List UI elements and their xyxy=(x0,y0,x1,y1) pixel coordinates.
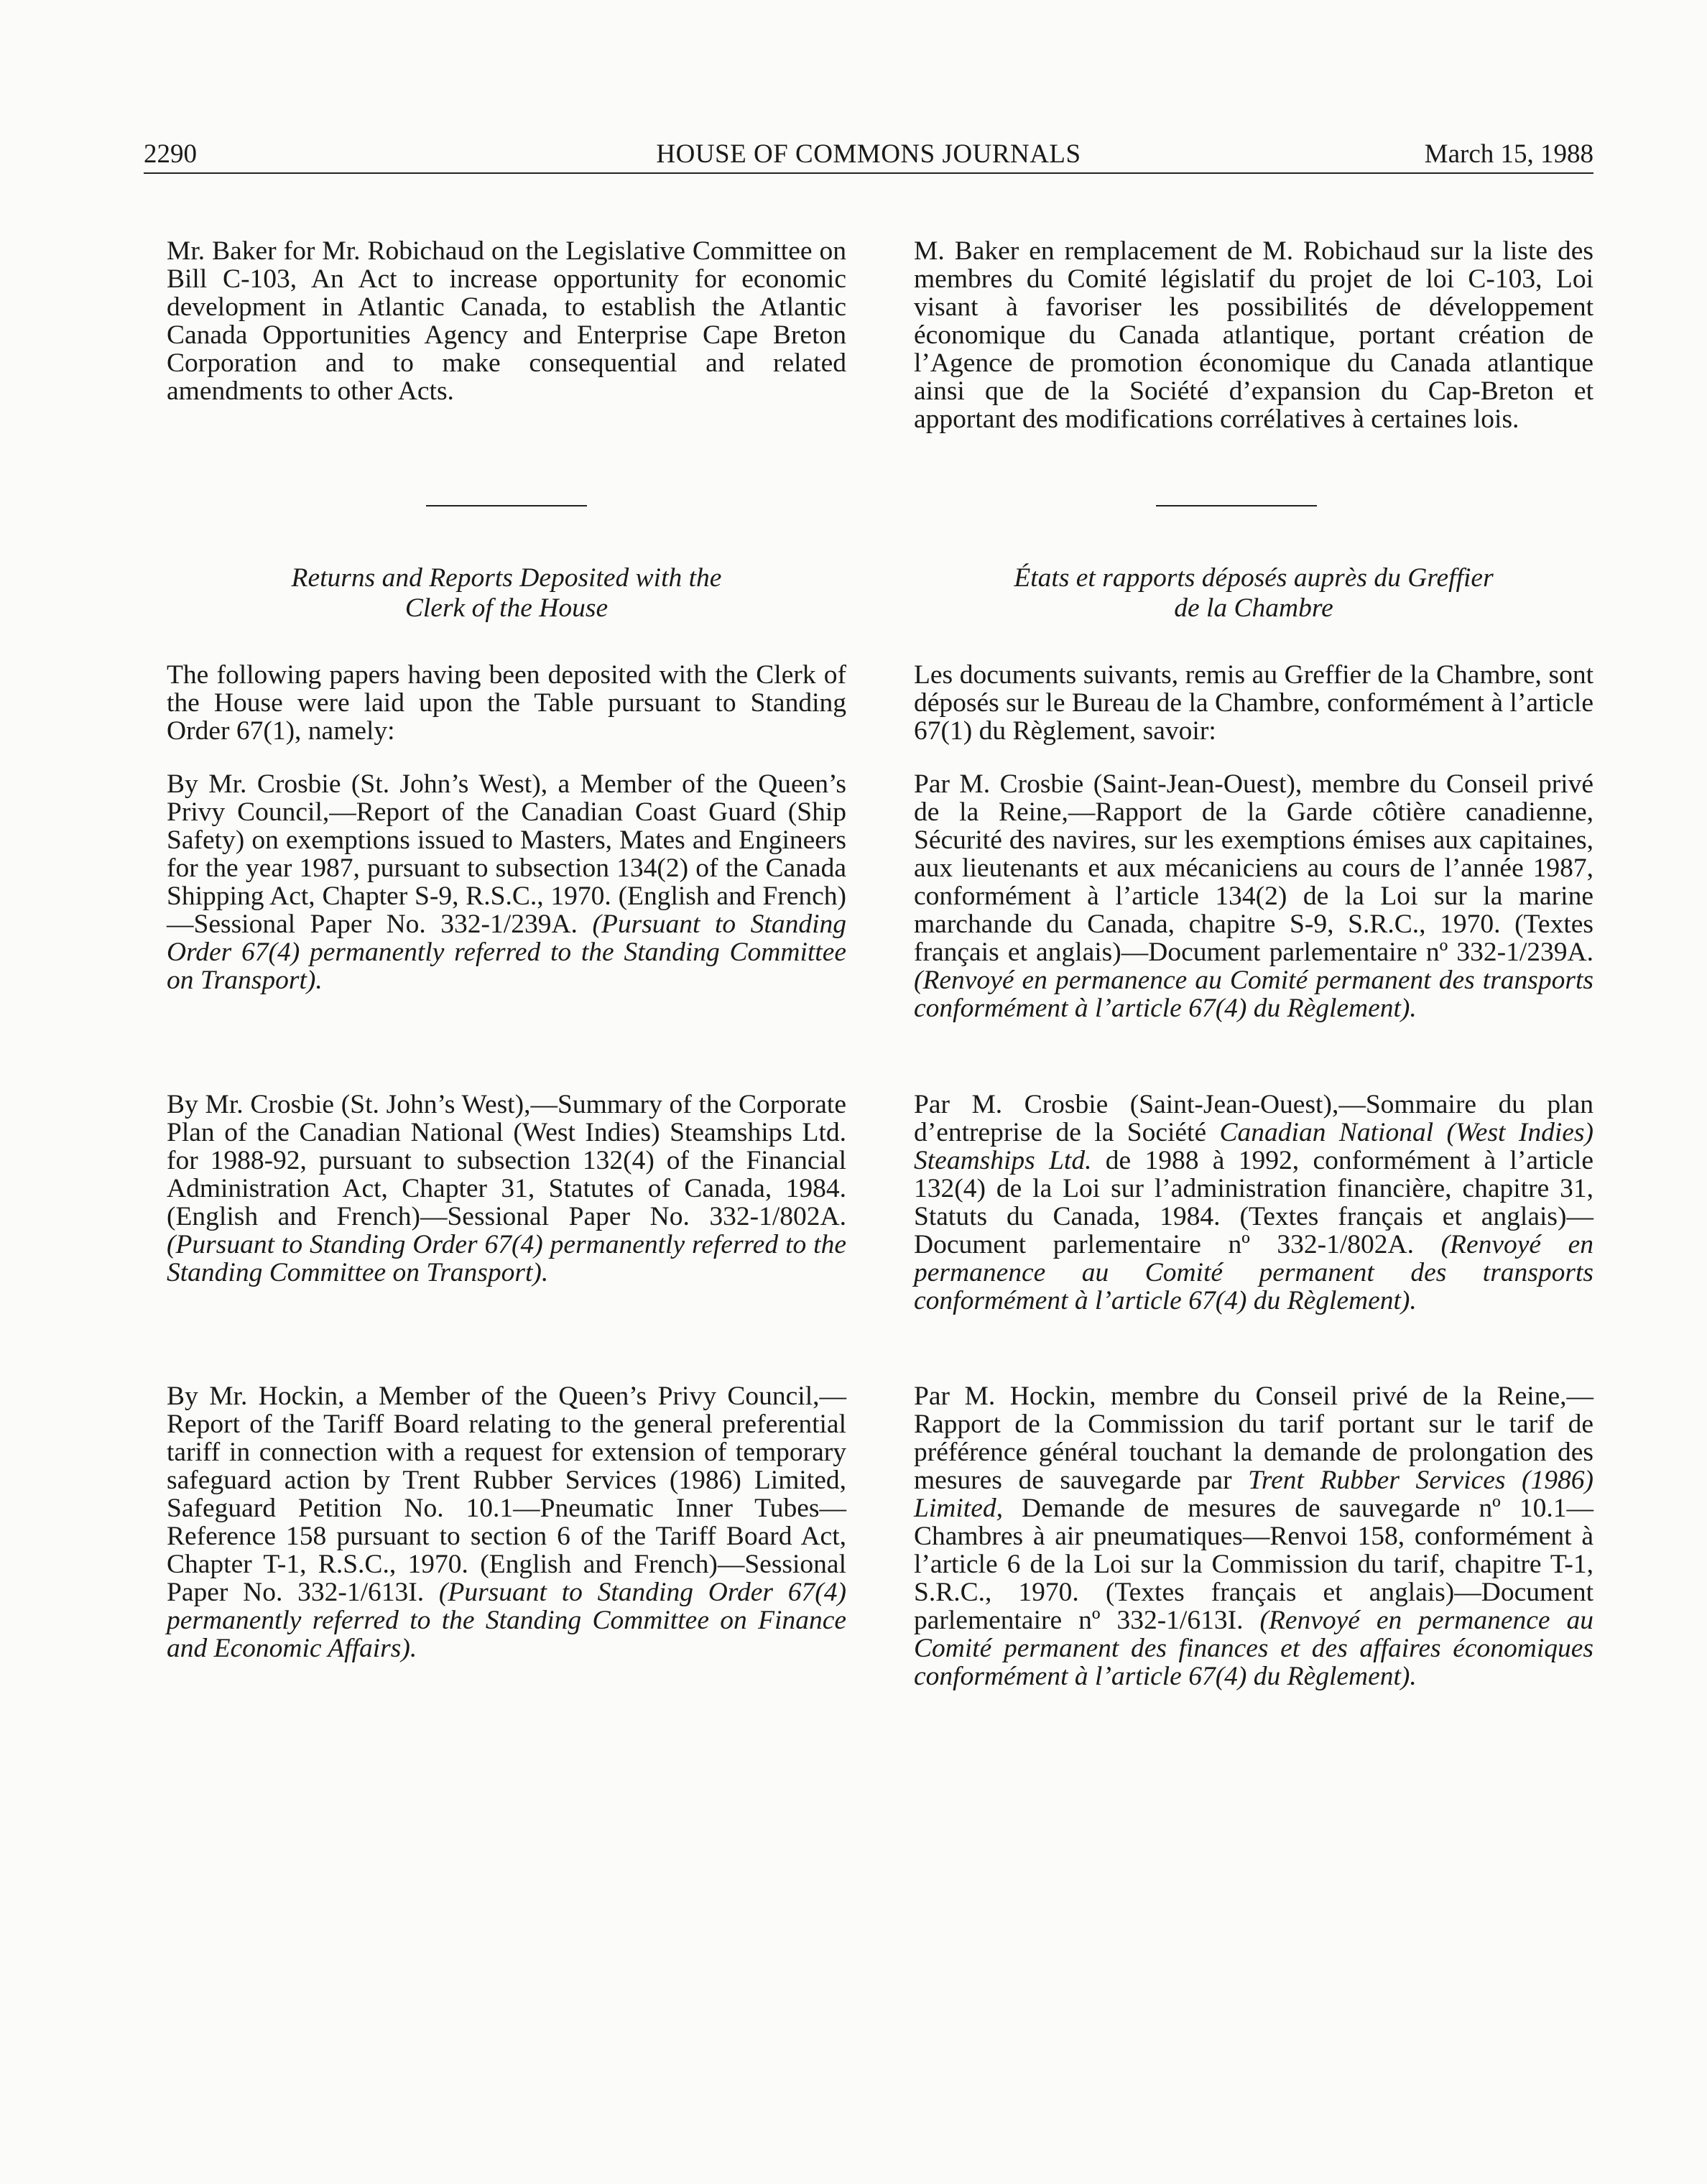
item3-company-fr: Trent Rubber Services (1986) Limited, xyxy=(914,1466,1593,1523)
item1-referral-en: (Pursuant to Standing Order 67(4) permanently referred to the Standing Committee on Transport). xyxy=(167,910,846,995)
item2-text-en: By Mr. Crosbie (St. John’s West),—Summary of the Corporate Plan of the Canadian National (West Indies) Steamships Ltd. for 1988-92, pursuant to subsection 132(4) of the Financial Administration Act, Chapter 31, Statutes of Canada, 1984. (English and French)—Sessional Paper No. 332-1/802A. xyxy=(167,1090,846,1231)
item1-text-en: By Mr. Crosbie (St. John’s West), a Member of the Queen’s Privy Council,—Report of the Canadian Coast Guard (Ship Safety) on exemptions issued to Masters, Mates and Engineers for the year 1987, pursuant to subsection 134(2) of the Canada Shipping Act, Chapter S-9, R.S.C., 1970. (English and French)—Sessional Paper No. 332-1/239A. xyxy=(167,769,846,939)
section-heading-fr xyxy=(914,563,1593,624)
section-divider-fr xyxy=(1156,505,1317,506)
committee-paragraph-fr xyxy=(914,237,1593,433)
intro-text-fr: Les documents suivants, remis au Greffier de la Chambre, sont déposés sur le Bureau de la Chambre, conformément à l’article 67(1) du Règlement, savoir: xyxy=(914,660,1593,746)
section-heading-fr-line1: États et rapports déposés auprès du Greffier xyxy=(1014,563,1494,593)
deposit-item-1-fr xyxy=(914,770,1593,1022)
item3-text-fr: Demande de mesures de sauvegarde nº 10.1—Chambres à air pneumatiques—Renvoi 158, conformément à l’article 6 de la Loi sur la Commission du tarif, chapitre T-1, S.R.C., 1970. (Textes français et anglais)—Document parlementaire nº 332-1/613I. xyxy=(914,1494,1593,1635)
item3-referral-en: (Pursuant to Standing Order 67(4) permanently referred to the Standing Committee on Finance and Economic Affairs). xyxy=(167,1578,846,1663)
intro-paragraph-en xyxy=(167,661,846,745)
deposit-item-2-en xyxy=(167,1091,846,1287)
item3-text-en: By Mr. Hockin, a Member of the Queen’s Privy Council,—Report of the Tariff Board relating to the general preferential tariff in connection with a request for extension of temporary safeguard action by Trent Rubber Services (1986) Limited, Safeguard Petition No. 10.1—Pneumatic Inner Tubes—Reference 158 pursuant to section 6 of the Tariff Board Act, Chapter T-1, R.S.C., 1970. (English and French)—Sessional Paper No. 332-1/613I. xyxy=(167,1382,846,1607)
header-date: March 15, 1988 xyxy=(1424,139,1593,169)
item3-pre-fr: Par M. Hockin, membre du Conseil privé de la Reine,—Rapport de la Commission du tarif portant sur le tarif de préférence général touchant la demande de prolongation des mesures de sauvegarde par xyxy=(914,1382,1593,1495)
header-rule xyxy=(144,172,1593,174)
section-heading-en-line2: Clerk of the House xyxy=(404,593,609,623)
committee-paragraph-en xyxy=(167,237,846,405)
item2-referral-fr: (Renvoyé en permanence au Comité permanent des transports conformément à l’article 67(4) du Règlement). xyxy=(914,1230,1593,1315)
section-heading-fr-line2: de la Chambre xyxy=(1174,593,1333,623)
section-heading-en-line1: Returns and Reports Deposited with the xyxy=(291,563,722,593)
journal-title: HOUSE OF COMMONS JOURNALS xyxy=(656,139,1081,169)
intro-text-en: The following papers having been deposited with the Clerk of the House were laid upon the Table pursuant to Standing Order 67(1), namely: xyxy=(167,660,846,746)
committee-text-fr: M. Baker en remplacement de M. Robichaud sur la liste des membres du Comité législatif du projet de loi C-103, Loi visant à favoriser les possibilités de développement économique du Canada atlantique, portant création de l’Agence de promotion économique du Canada atlantique ainsi que de la Société d’expansion du Cap-Breton et apportant des modifications corrélatives à certaines lois. xyxy=(914,236,1593,434)
intro-paragraph-fr xyxy=(914,661,1593,745)
item2-text-fr: de 1988 à 1992, conformément à l’article 132(4) de la Loi sur l’administration financière, chapitre 31, Statuts du Canada, 1984. (Textes français et anglais)—Document parlementaire nº 332-1/802A. xyxy=(914,1146,1593,1259)
page-header xyxy=(144,136,1593,172)
item2-referral-en: (Pursuant to Standing Order 67(4) permanently referred to the Standing Committee on Transport). xyxy=(167,1230,846,1287)
section-heading-en xyxy=(167,563,846,624)
item1-text-fr: Par M. Crosbie (Saint-Jean-Ouest), membre du Conseil privé de la Reine,—Rapport de la Garde côtière canadienne, Sécurité des navires, sur les exemptions émises aux capitaines, aux lieutenants et aux mécaniciens au cours de l’année 1987, conformément à l’article 134(2) de la Loi sur la marine marchande du Canada, chapitre S-9, S.R.C., 1970. (Textes français et anglais)—Document parlementaire nº 332-1/239A. xyxy=(914,769,1593,967)
committee-text-en: Mr. Baker for Mr. Robichaud on the Legislative Committee on Bill C-103, An Act to increase opportunity for economic development in Atlantic Canada, to establish the Atlantic Canada Opportunities Agency and Enterprise Cape Breton Corporation and to make consequential and related amendments to other Acts. xyxy=(167,236,846,406)
item3-referral-fr: (Renvoyé en permanence au Comité permanent des finances et des affaires économiques conformément à l’article 67(4) du Règlement). xyxy=(914,1606,1593,1691)
item2-company-fr: Canadian National (West Indies) Steamships Ltd. xyxy=(914,1118,1593,1175)
page-number: 2290 xyxy=(144,139,197,169)
deposit-item-3-fr xyxy=(914,1382,1593,1690)
section-divider-en xyxy=(426,505,587,506)
deposit-item-1-en xyxy=(167,770,846,994)
item1-referral-fr: (Renvoyé en permanence au Comité permanent des transports conformément à l’article 67(4) du Règlement). xyxy=(914,966,1593,1023)
item2-pre-fr: Par M. Crosbie (Saint-Jean-Ouest),—Sommaire du plan d’entreprise de la Société xyxy=(914,1090,1593,1147)
deposit-item-3-en xyxy=(167,1382,846,1662)
deposit-item-2-fr xyxy=(914,1091,1593,1315)
